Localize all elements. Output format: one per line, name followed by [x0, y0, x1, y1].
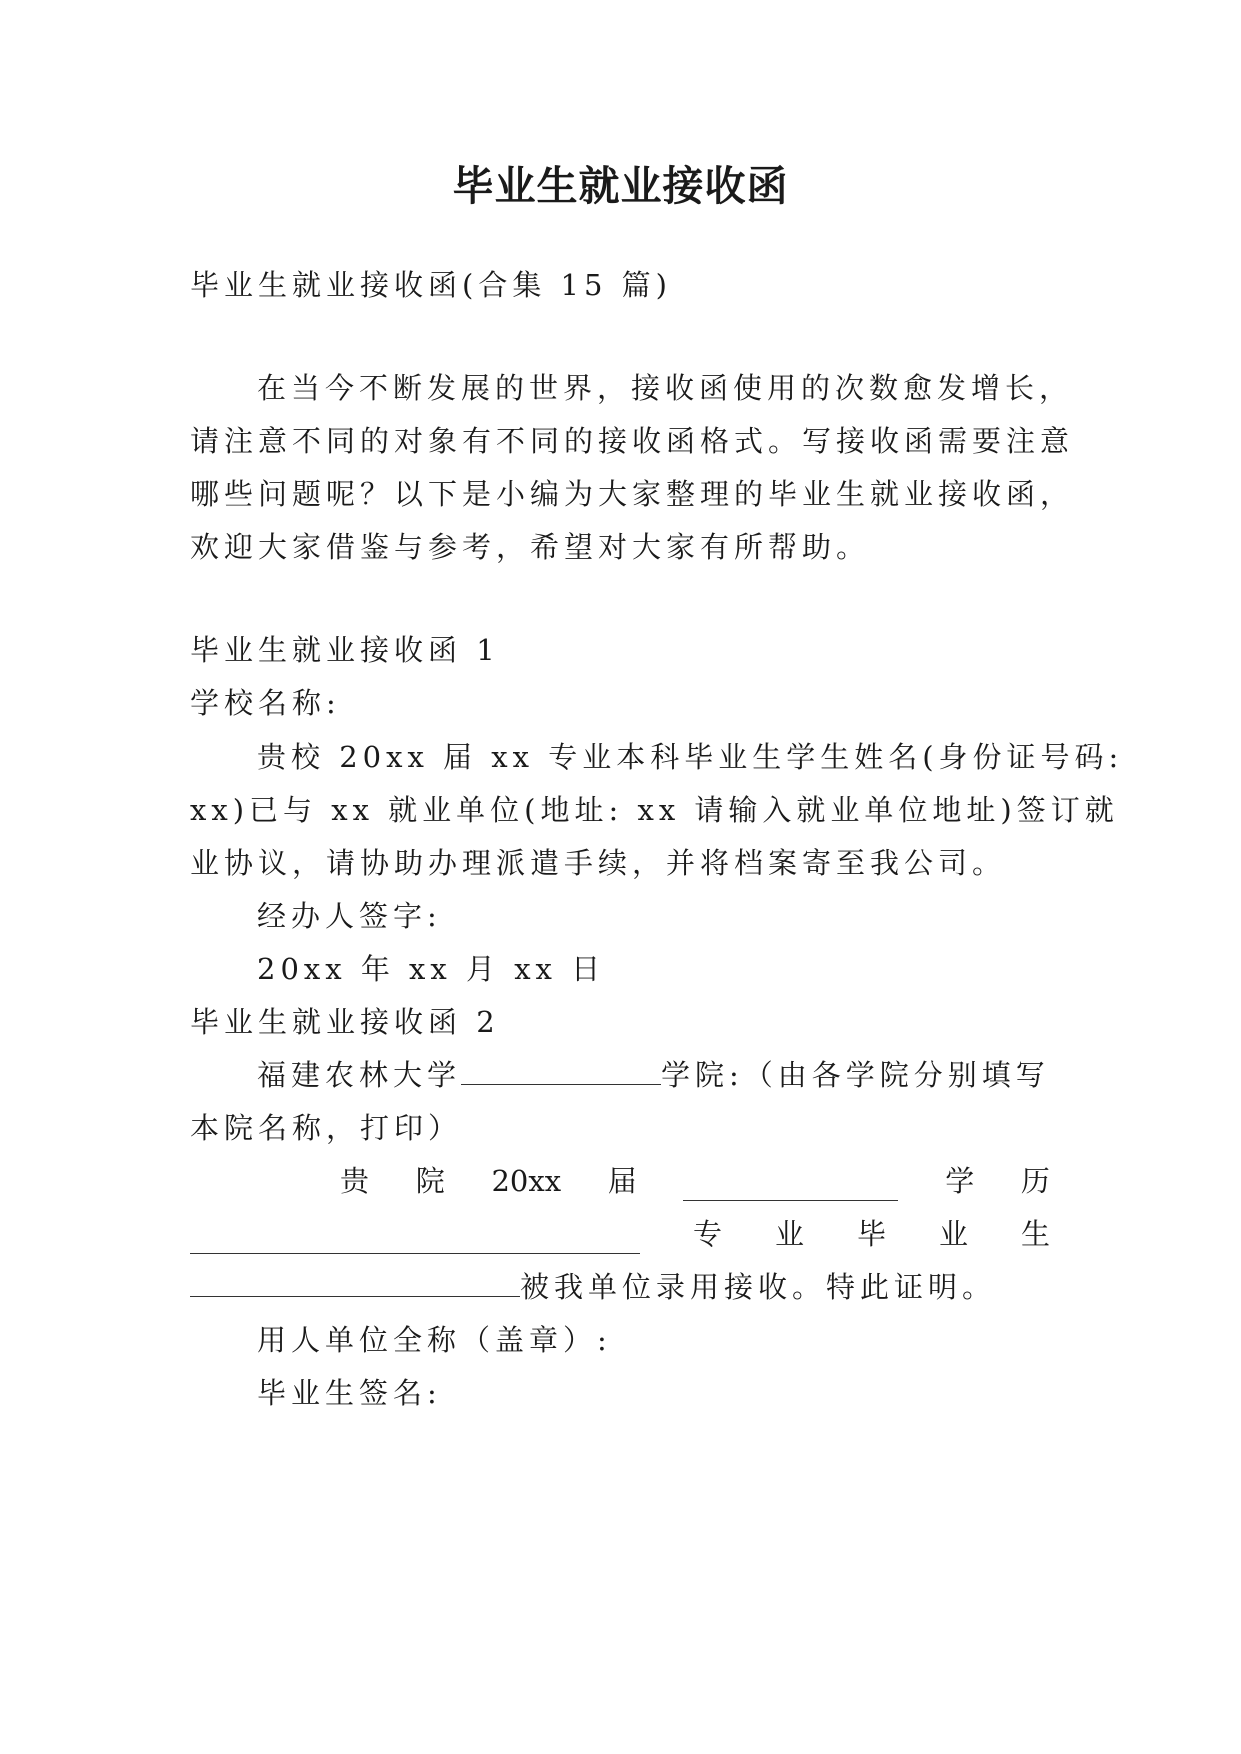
- word: 业: [774, 1217, 804, 1251]
- letter2-line-3: [340, 1161, 1050, 1201]
- letter2-college-note: 学院:（由各学院分别填写: [661, 1058, 1050, 1092]
- letter1-signer: 经办人签字:: [257, 899, 442, 933]
- word: 贵: [340, 1164, 370, 1198]
- intro-line-1: 在当今不断发展的世界，接收函使用的次数愈发增长，: [257, 371, 1074, 405]
- college-blank: [461, 1056, 661, 1085]
- word: 历: [1020, 1164, 1050, 1198]
- letter2-line-1: [257, 1055, 1050, 1095]
- word: 院: [415, 1164, 445, 1198]
- letter2-line-5: [190, 1267, 996, 1307]
- word: 生: [1020, 1217, 1050, 1251]
- intro-line-3: 哪些问题呢？以下是小编为大家整理的毕业生就业接收函，: [190, 477, 1075, 511]
- word: 毕: [856, 1217, 886, 1251]
- letter2-graduate-sign: 毕业生签名:: [257, 1376, 442, 1410]
- name-blank: [190, 1268, 520, 1297]
- intro-line-4: 欢迎大家借鉴与参考，希望对大家有所帮助。: [190, 530, 871, 564]
- word: 届: [607, 1164, 637, 1198]
- letter1-heading: 毕业生就业接收函 1: [190, 633, 500, 667]
- letter2-heading: 毕业生就业接收函 2: [190, 1005, 500, 1039]
- word: 业: [938, 1217, 968, 1251]
- letter2-employer: 用人单位全称（盖章）:: [257, 1323, 612, 1357]
- word: 专: [692, 1217, 722, 1251]
- letter2-university: 福建农林大学: [257, 1058, 462, 1092]
- word: 学: [945, 1164, 975, 1198]
- letter2-accept-text: 被我单位录用接收。特此证明。: [520, 1270, 997, 1304]
- letter1-date: 20xx 年 xx 月 xx 日: [257, 952, 606, 986]
- letter1-school: 学校名称:: [190, 686, 341, 720]
- document-subtitle: 毕业生就业接收函(合集 15 篇): [190, 268, 672, 302]
- document-title: 毕业生就业接收函: [452, 162, 789, 210]
- letter1-body-3: 业协议，请协助办理派遣手续，并将档案寄至我公司。: [190, 846, 1007, 880]
- degree-blank: [190, 1225, 640, 1254]
- year-blank: [683, 1172, 898, 1201]
- letter1-body-1: 贵校 20xx 届 xx 专业本科毕业生学生姓名(身份证号码:: [257, 740, 1124, 774]
- word: 20xx: [491, 1164, 562, 1198]
- letter1-body-2: xx)已与 xx 就业单位(地址: xx 请输入就业单位地址)签订就: [190, 793, 1119, 827]
- letter2-line-4: [190, 1214, 1050, 1254]
- letter2-line-2: 本院名称，打印）: [190, 1111, 463, 1145]
- intro-line-2: 请注意不同的对象有不同的接收函格式。写接收函需要注意: [190, 424, 1075, 458]
